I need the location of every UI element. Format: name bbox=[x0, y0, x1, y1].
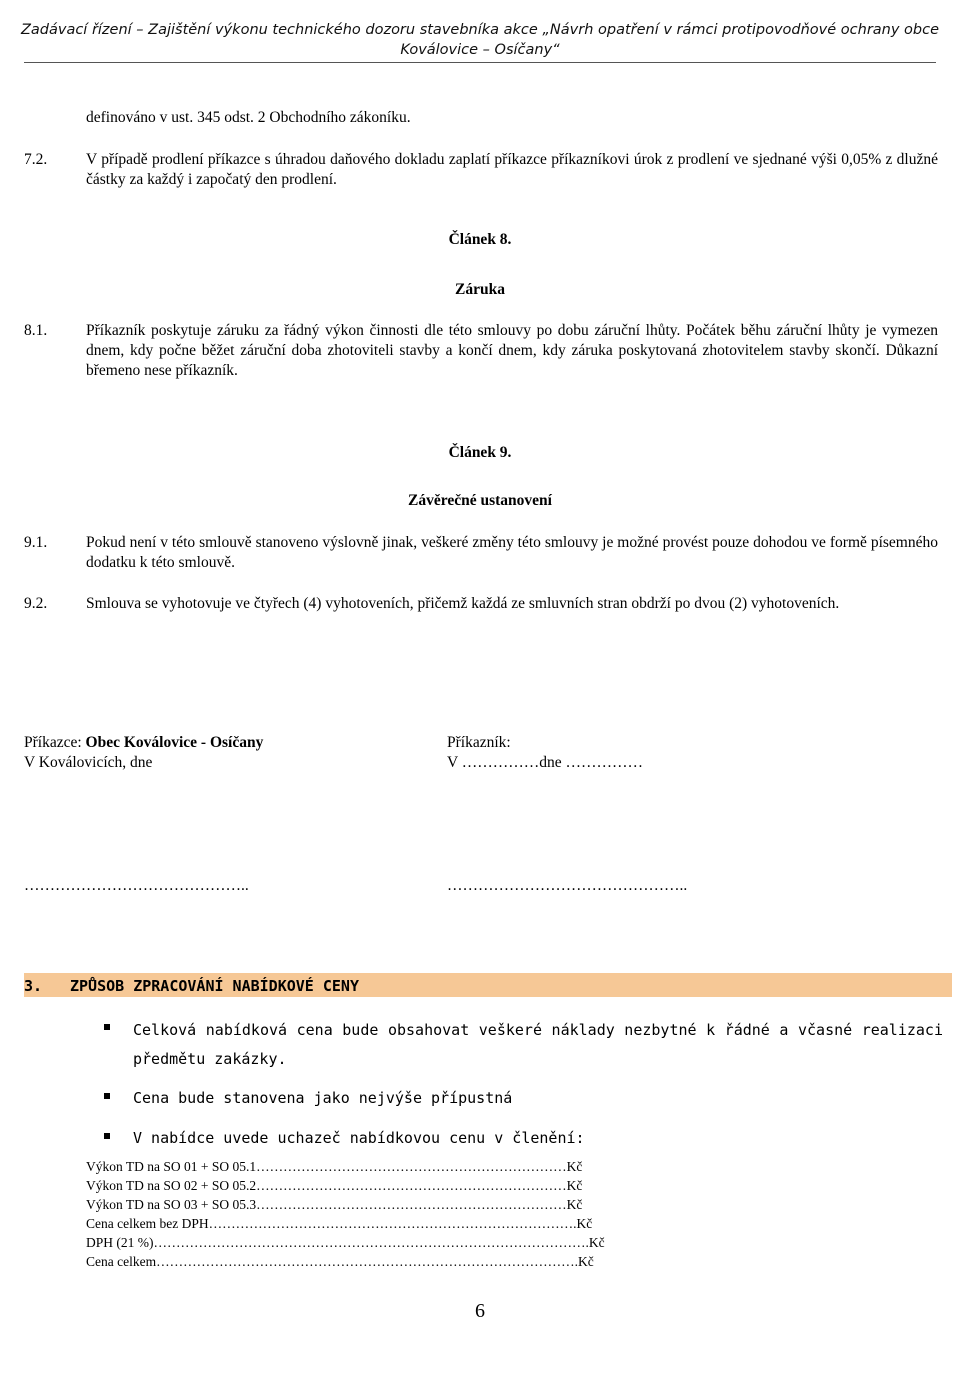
signature-right-place: V ……………dne …………… bbox=[447, 754, 644, 771]
price-line-so02: Výkon TD na SO 02 + SO 05.2……………………………………………………………Kč bbox=[86, 1178, 583, 1193]
signature-left-line: …………………………………….. bbox=[24, 877, 249, 894]
section-3-heading bbox=[24, 976, 359, 996]
price-line-so01: Výkon TD na SO 01 + SO 05.1……………………………………………………………Kč bbox=[86, 1159, 583, 1174]
bullet-item-2: Cena bude stanovena jako nejvýše přípustná bbox=[133, 1089, 513, 1107]
header-line-2: Koválovice – Osíčany“ bbox=[400, 42, 560, 58]
section-3-number: 3. bbox=[24, 977, 43, 995]
article-8-title: Článek 8. bbox=[448, 231, 512, 248]
signature-right-line: ……………………………………….. bbox=[447, 877, 688, 894]
paragraph-number-9-2: 9.2. bbox=[24, 595, 48, 612]
signature-right-label: Příkazník: bbox=[447, 734, 511, 751]
signature-left-label: Příkazce: bbox=[24, 734, 86, 751]
header-divider bbox=[24, 62, 936, 63]
article-8-subtitle: Záruka bbox=[455, 281, 505, 298]
paragraph-number-7-2: 7.2. bbox=[24, 151, 48, 168]
price-line-vat: DPH (21 %)…………………………………………………………………………………….Kč bbox=[86, 1235, 605, 1250]
intro-text: definováno v ust. 345 odst. 2 Obchodního zákoníku. bbox=[86, 109, 411, 126]
paragraph-9-2: Smlouva se vyhotovuje ve čtyřech (4) vyhotoveních, přičemž každá ze smluvních stran obdrží po dvou (2) vyhotoveních. bbox=[86, 595, 840, 612]
price-line-total: Cena celkem………………………………………………………………………………….Kč bbox=[86, 1254, 594, 1269]
section-3-title: ZPŮSOB ZPRACOVÁNÍ NABÍDKOVÉ CENY bbox=[70, 977, 359, 995]
signature-left-name: Obec Koválovice - Osíčany bbox=[85, 734, 264, 751]
bullet-item-1: Celková nabídková cena bude obsahovat veškeré náklady nezbytné k řádné a včasné realizaci předmětu zakázky. bbox=[133, 1021, 943, 1068]
paragraph-9-1: Pokud není v této smlouvě stanoveno výslovně jinak, veškeré změny této smlouvy je možné provést pouze dohodou ve formě písemného dodatku k této smlouvě. bbox=[86, 534, 938, 571]
paragraph-number-8-1: 8.1. bbox=[24, 322, 48, 339]
paragraph-7-2: V případě prodlení příkazce s úhradou daňového dokladu zaplatí příkazce příkazníkovi úrok z prodlení ve sjednané výši 0,05% z dlužné částky za každý i započatý den prodlení. bbox=[86, 151, 938, 188]
paragraph-number-9-1: 9.1. bbox=[24, 534, 48, 551]
page-header bbox=[0, 20, 960, 60]
price-line-so03: Výkon TD na SO 03 + SO 05.3……………………………………………………………Kč bbox=[86, 1197, 583, 1212]
bullet-item-3: V nabídce uvede uchazeč nabídkovou cenu v členění: bbox=[133, 1129, 585, 1147]
price-line-total-without-vat: Cena celkem bez DPH……………………………………………………………………….Kč bbox=[86, 1216, 593, 1231]
page-number: 6 bbox=[475, 1300, 485, 1322]
signature-left-place: V Koválovicích, dne bbox=[24, 754, 153, 771]
square-bullet-icon bbox=[104, 1024, 110, 1030]
header-line-1: Zadávací řízení – Zajištění výkonu technického dozoru stavebníka akce „Návrh opatření v rámci protipovodňové ochrany obce bbox=[20, 22, 940, 38]
article-9-title: Článek 9. bbox=[448, 444, 512, 461]
square-bullet-icon bbox=[104, 1133, 110, 1139]
article-9-subtitle: Závěrečné ustanovení bbox=[408, 492, 552, 509]
square-bullet-icon bbox=[104, 1093, 110, 1099]
signature-left-header bbox=[24, 733, 263, 753]
paragraph-8-1: Příkazník poskytuje záruku za řádný výkon činnosti dle této smlouvy po dobu záruční lhůty. Počátek běhu záruční lhůty je vymezen dnem, kdy počne běžet záruční doba zhotoviteli stavby a končí dnem, kdy záruka poskytovaná zhotovitelem stavby skončí. Důkazní břemeno nese příkazník. bbox=[86, 322, 938, 379]
